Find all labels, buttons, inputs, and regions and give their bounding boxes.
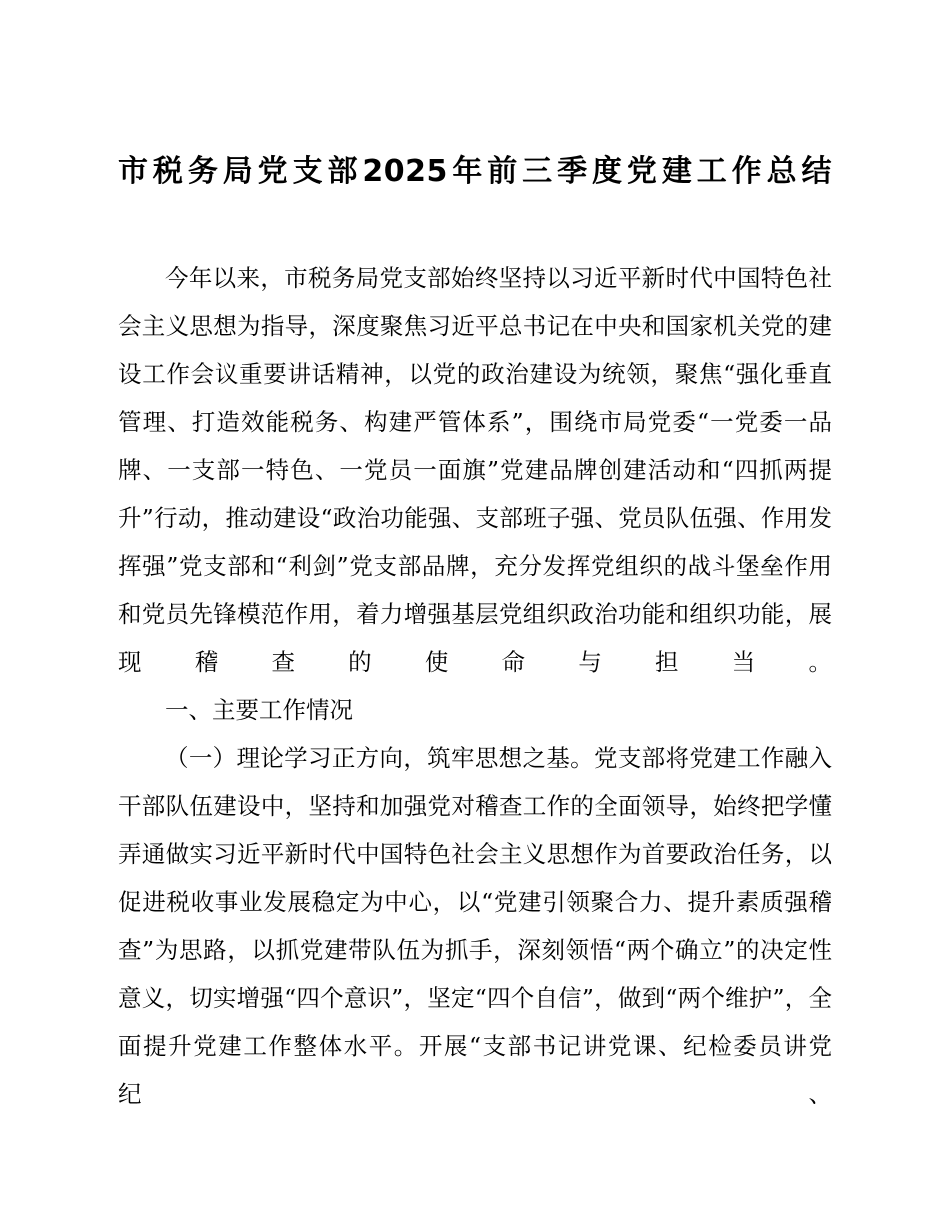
paragraph-subsection-1-1: （一）理论学习正方向，筑牢思想之基。党支部将党建工作融入干部队伍建设中，坚持和加强党对稽查工作的全面领导，始终把学懂弄通做实习近平新时代中国特色社会主义思想作为首要政治任务，以促进税收事业发展稳定为中心，以“党建引领聚合力、提升素质强稽查”为思路，以抓党建带队伍为抓手，深刻领悟“两个确立”的决定性意义，切实增强“四个意识”，坚定“四个自信”，做到“两个维护”，全面提升党建工作整体水平。开展“支部书记讲党课、纪检委员讲党纪、 [118, 744, 832, 1108]
page-title: 市税务局党支部2025年前三季度党建工作总结 [118, 154, 832, 189]
paragraph-intro: 今年以来，市税务局党支部始终坚持以习近平新时代中国特色社会主义思想为指导，深度聚焦习近平总书记在中央和国家机关党的建设工作会议重要讲话精神，以党的政治建设为统领，聚焦“强化垂直管理、打造效能税务、构建严管体系”，围绕市局党委“一党委一品牌、一支部一特色、一党员一面旗”党建品牌创建活动和“四抓两提升”行动，推动建设“政治功能强、支部班子强、党员队伍强、作用发挥强”党支部和“利剑”党支部品牌，充分发挥党组织的战斗堡垒作用和党员先锋模范作用，着力增强基层党组织政治功能和组织功能，展现稽查的使命与担当。 [118, 264, 832, 676]
section-heading-1: 一、主要工作情况 [165, 696, 353, 724]
